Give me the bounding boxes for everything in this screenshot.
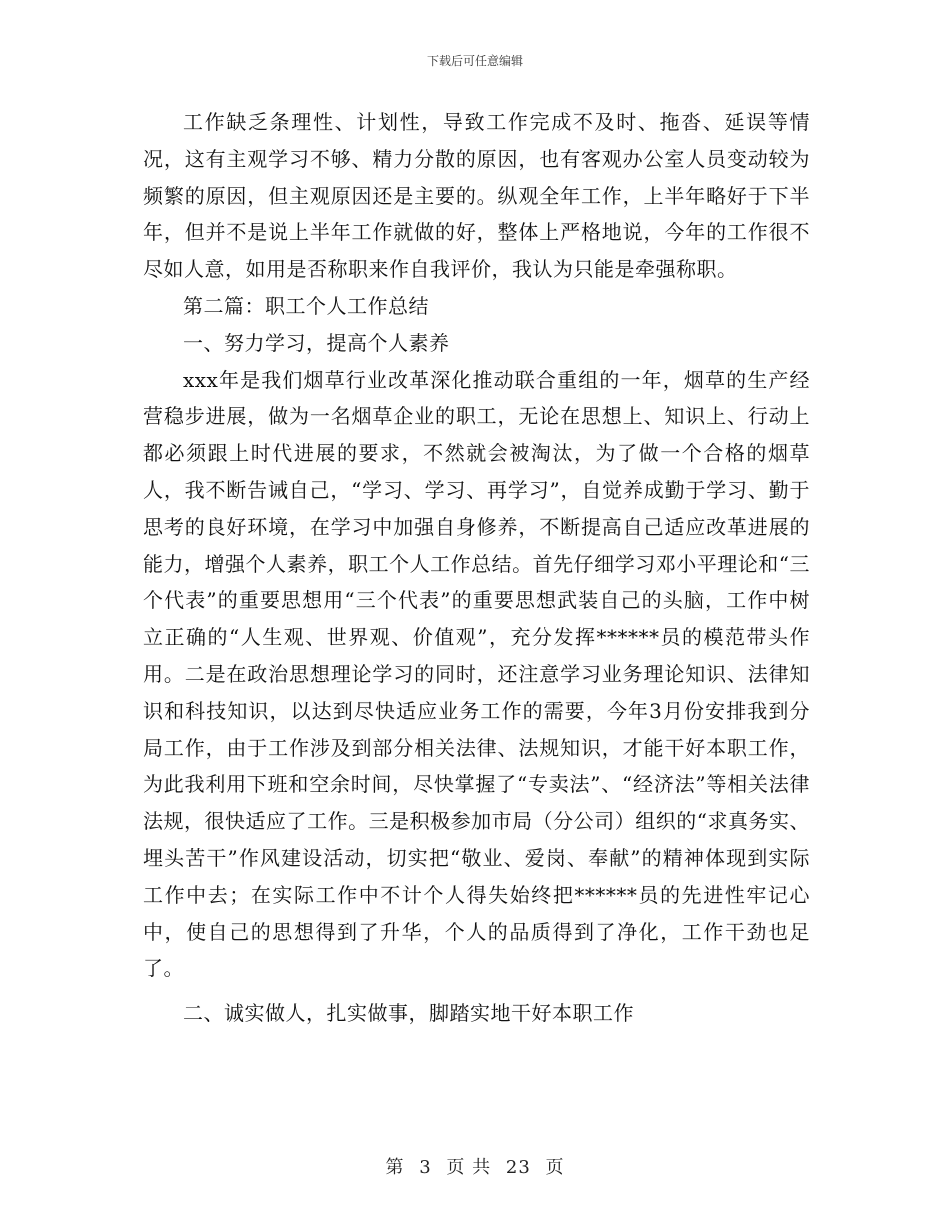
footer-suffix: 页 [545,1157,565,1178]
footer-prefix: 第 [385,1157,405,1178]
footer-middle: 页 共 [446,1157,492,1178]
document-body [143,104,810,1032]
paragraph-study: xxx年是我们烟草行业改革深化推动联合重组的一年，烟草的生产经营稳步进展，做为一名烟草企业的职工，无论在思想上、知识上、行动上都必须跟上时代进展的要求，不然就会被淘汰，为了做一个合格的烟草人，我不断告诫自己，“学习、学习、再学习”，自觉养成勤于学习、勤于思考的良好环境，在学习中加强自身修养，不断提高自己适应改革进展的能力，增强个人素养，职工个人工作总结。首先仔细学习邓小平理论和“三个代表”的重要思想用“三个代表”的重要思想武装自己的头脑，工作中树立正确的“人生观、世界观、价值观”，充分发挥******员的模范带头作用。二是在政治思想理论学习的同时，还注意学习业务理论知识、法律知识和科技知识，以达到尽快适应业务工作的需要，今年3月份安排我到分局工作，由于工作涉及到部分相关法律、法规知识，才能干好本职工作，为此我利用下班和空余时间，尽快掌握了“专卖法”、“经济法”等相关法律法规，很快适应了工作。三是积极参加市局（分公司）组织的“求真务实、埋头苦干”作风建设活动，切实把“敬业、爱岗、奉献”的精神体现到实际工作中去；在实际工作中不计个人得失始终把******员的先进性牢记心中，使自己的思想得到了升华，个人的品质得到了净化，工作干劲也足了。 [143,367,810,981]
heading-2: 二、诚实做人，扎实做事，脚踏实地干好本职工作 [183,1001,634,1026]
page-header: 下载后可任意编辑 [426,54,523,68]
section-title: 第二篇：职工个人工作总结 [183,293,429,318]
heading-1: 一、努力学习，提高个人素养 [183,330,450,355]
page-number: 3 [419,1157,432,1178]
total-pages: 23 [505,1157,531,1178]
page-footer [0,1153,950,1179]
paragraph-intro: 工作缺乏条理性、计划性，导致工作完成不及时、拖沓、延误等情况，这有主观学习不够、精力分散的原因，也有客观办公室人员变动较为频繁的原因，但主观原因还是主要的。纵观全年工作，上半年略好于下半年，但并不是说上半年工作就做的好，整体上严格地说，今年的工作很不尽如人意，如用是否称职来作自我评价，我认为只能是牵强称职。 [143,110,810,282]
